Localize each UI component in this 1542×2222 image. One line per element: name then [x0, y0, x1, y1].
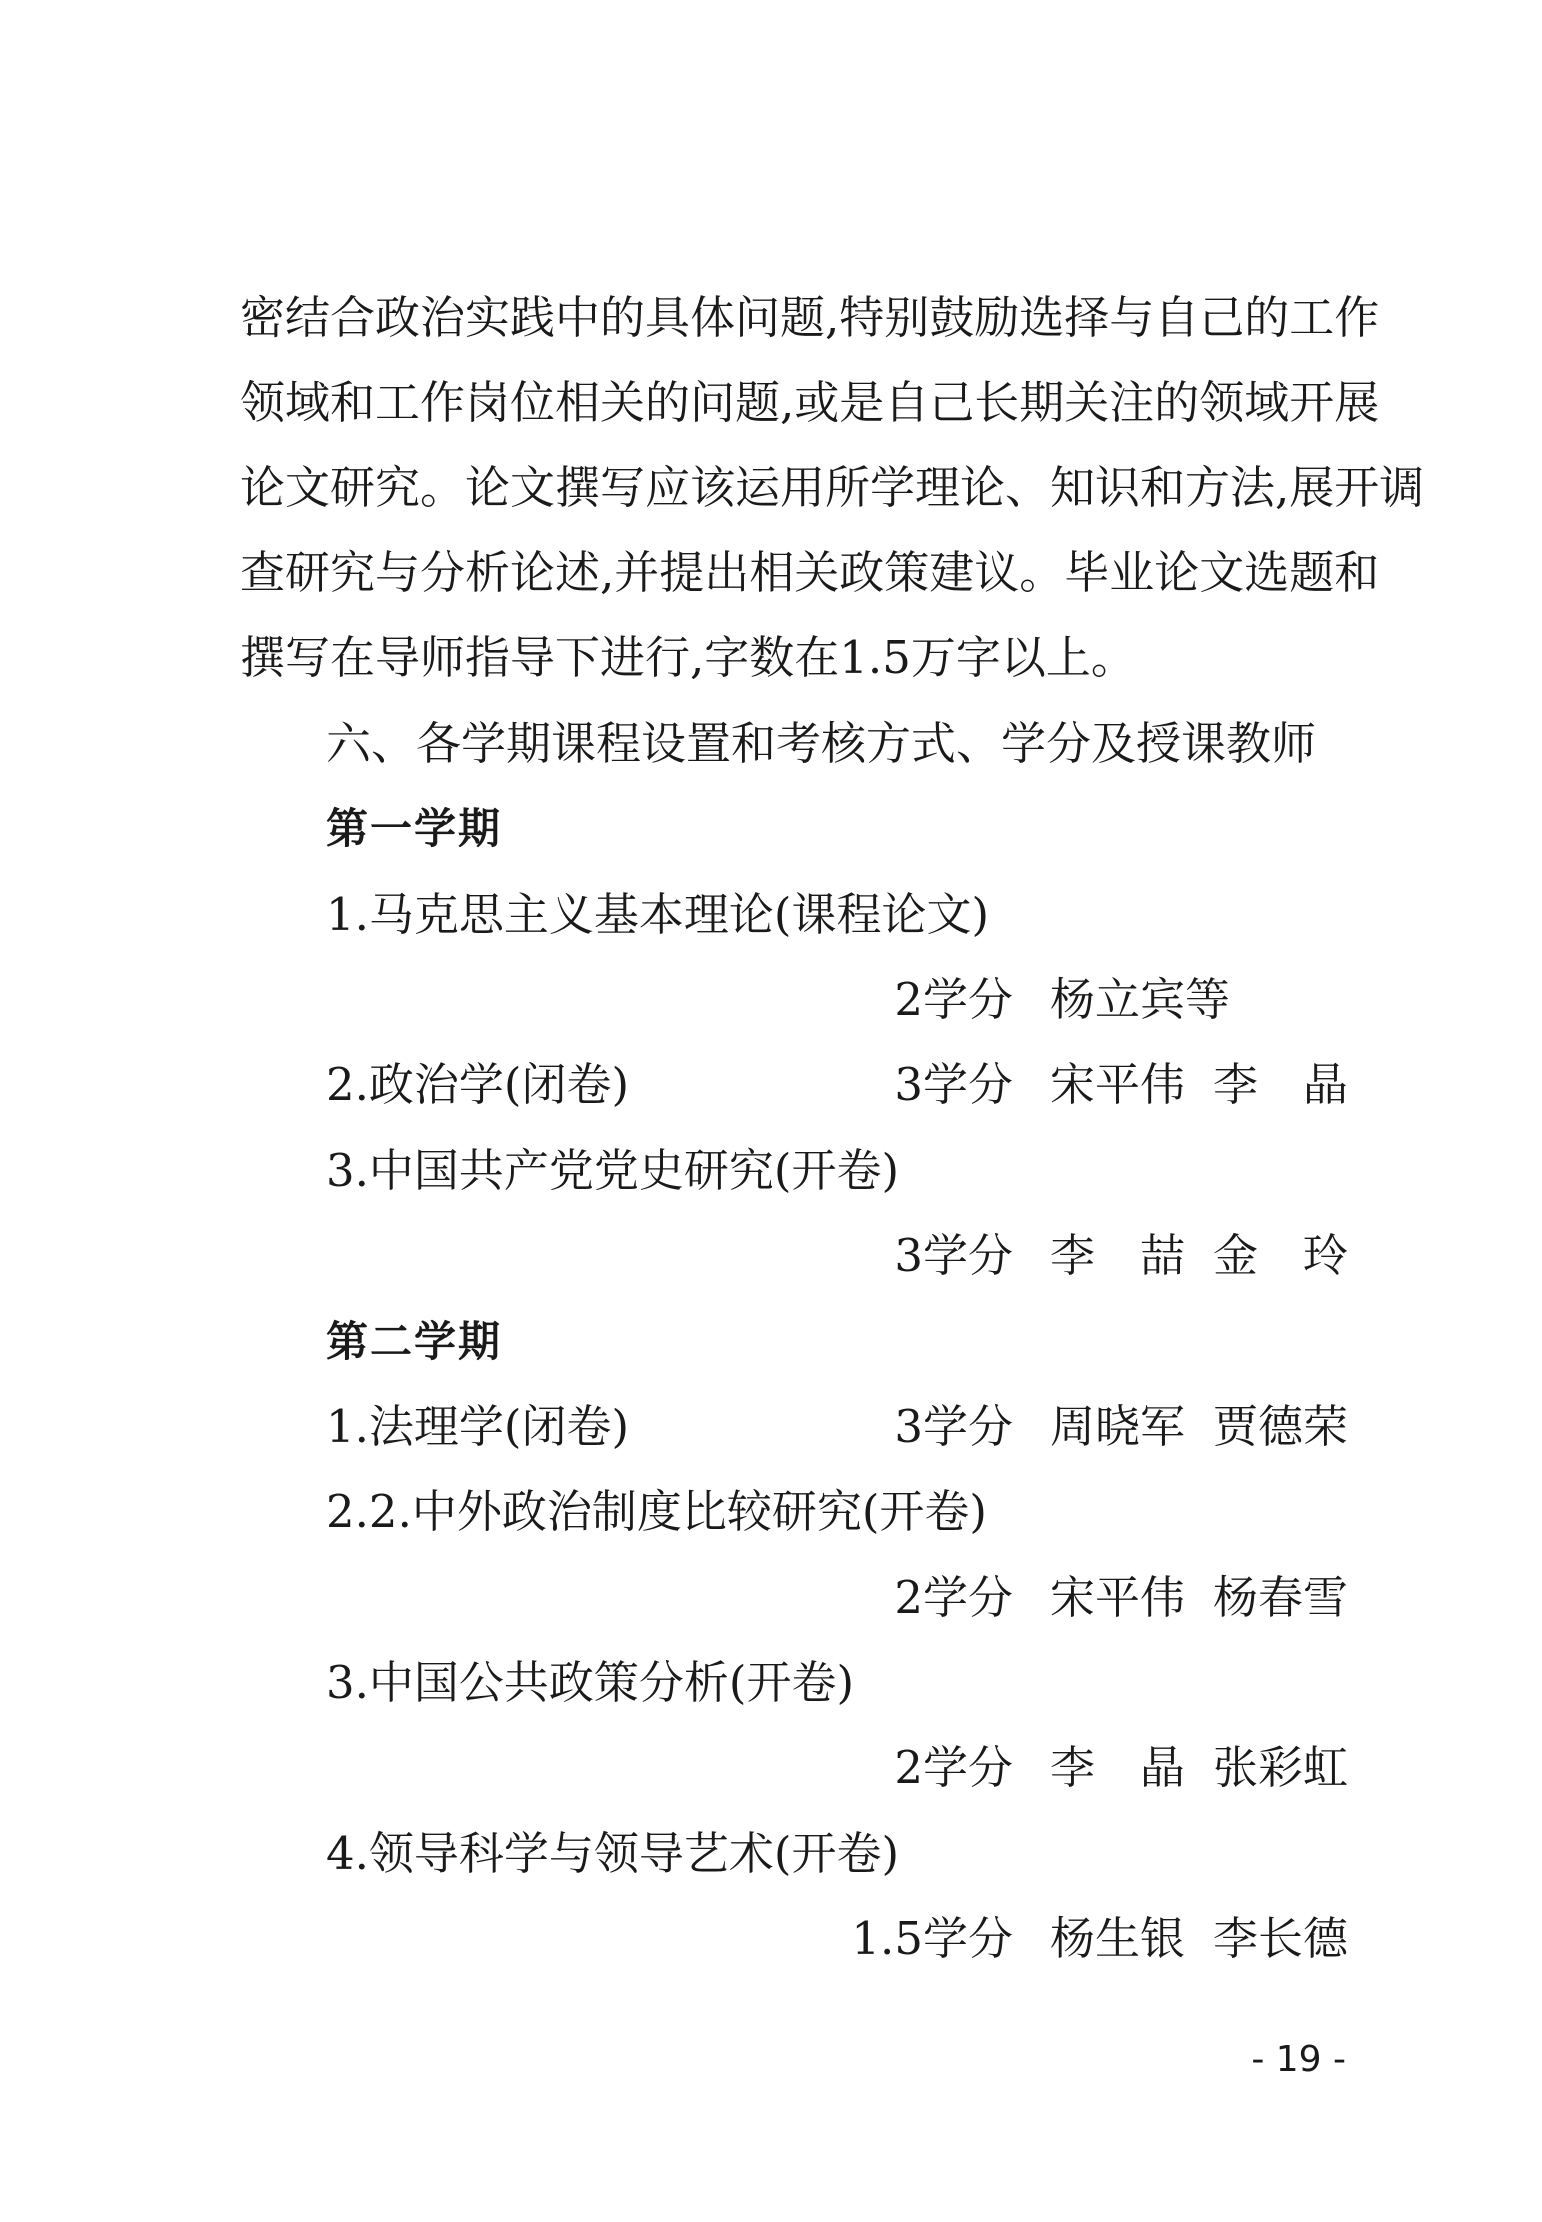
section-heading: 六、各学期课程设置和考核方式、学分及授课教师	[326, 717, 1317, 770]
body-text-line: 论文研究。论文撰写应该运用所学理论、知识和方法,展开调	[240, 461, 1425, 514]
course-teacher: 周晓军	[1050, 1400, 1186, 1453]
course-credit: 3学分	[894, 1058, 1013, 1111]
course-credit-row	[826, 1055, 1348, 1115]
semester-title: 第二学期	[326, 1317, 503, 1366]
course-credit-row	[826, 1738, 1348, 1798]
body-text-line: 查研究与分析论述,并提出相关政策建议。毕业论文选题和	[240, 546, 1380, 599]
course-credit: 3学分	[894, 1400, 1013, 1453]
course-name: 2.2.中外政治制度比较研究(开卷)	[326, 1485, 987, 1538]
course-credit-row	[826, 1909, 1348, 1969]
course-teacher: 李 晶	[1212, 1058, 1348, 1111]
body-text-line: 撰写在导师指导下进行,字数在1.5万字以上。	[240, 631, 1136, 684]
course-teacher: 宋平伟	[1050, 1571, 1186, 1624]
course-name: 3.中国共产党党史研究(开卷)	[326, 1144, 900, 1197]
course-teacher: 杨立宾等	[1050, 973, 1231, 1026]
course-credit-row	[826, 1568, 1348, 1628]
body-text-line: 密结合政治实践中的具体问题,特别鼓励选择与自己的工作	[240, 291, 1380, 344]
course-teacher: 贾德荣	[1212, 1400, 1348, 1453]
course-teacher: 宋平伟	[1050, 1058, 1186, 1111]
course-teacher: 李 喆	[1050, 1229, 1186, 1282]
course-credit: 2学分	[894, 973, 1013, 1026]
course-teacher: 杨生银	[1050, 1912, 1186, 1965]
semester-title: 第一学期	[326, 804, 503, 853]
course-teacher: 李长德	[1212, 1912, 1348, 1965]
course-credit-row	[826, 1226, 1348, 1286]
course-credit-row	[826, 1397, 1348, 1457]
course-name: 4.领导科学与领导艺术(开卷)	[326, 1827, 900, 1880]
course-teacher: 李 晶	[1050, 1741, 1186, 1794]
course-name: 1.法理学(闭卷)	[326, 1400, 630, 1453]
course-name: 3.中国公共政策分析(开卷)	[326, 1656, 855, 1709]
course-teacher: 金 玲	[1212, 1229, 1348, 1282]
course-teacher: 杨春雪	[1212, 1571, 1348, 1624]
course-name: 2.政治学(闭卷)	[326, 1058, 630, 1111]
body-text-line: 领域和工作岗位相关的问题,或是自己长期关注的领域开展	[240, 376, 1380, 429]
page-number: - 19 -	[1251, 2039, 1346, 2080]
course-name: 1.马克思主义基本理论(课程论文)	[326, 888, 990, 941]
course-credit: 3学分	[894, 1229, 1013, 1282]
course-credit: 2学分	[894, 1571, 1013, 1624]
course-credit: 2学分	[894, 1741, 1013, 1794]
course-teacher: 张彩虹	[1212, 1741, 1348, 1794]
course-credit: 1.5学分	[851, 1912, 1013, 1965]
course-credit-row	[826, 970, 1348, 1030]
